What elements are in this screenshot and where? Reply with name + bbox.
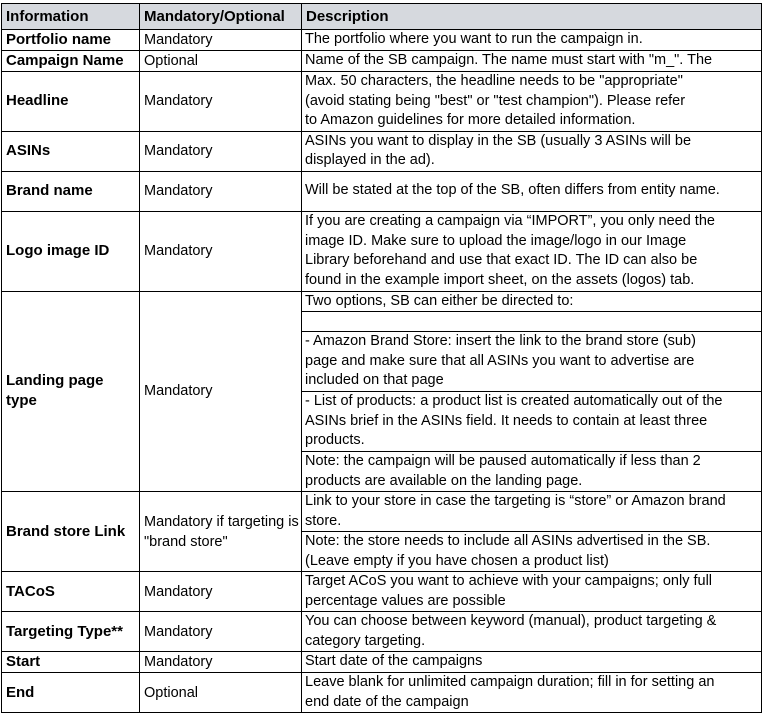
table-row [2, 291, 762, 312]
requirement-cell: Mandatory [140, 612, 302, 652]
description-line: category targeting. [305, 632, 426, 649]
description-line: You can choose between keyword (manual), product targeting & [305, 613, 717, 629]
table-row [2, 572, 762, 612]
info-cell: ASINs [2, 131, 140, 171]
table-row [2, 492, 762, 532]
description-line: included on that page [305, 372, 444, 389]
info-cell: Landing page type [2, 291, 140, 492]
description-line: found in the example import sheet, on the assets (logos) tab. [305, 271, 695, 288]
description-line: - Amazon Brand Store: insert the link to the brand store (sub) [305, 333, 696, 350]
description-line: end date of the campaign [305, 693, 469, 710]
requirement-cell: Mandatory [140, 72, 302, 132]
requirement-cell: Optional [140, 673, 302, 713]
description-cell [302, 171, 762, 211]
requirement-cell: Optional [140, 51, 302, 72]
info-cell: Logo image ID [2, 211, 140, 291]
info-cell: TACoS [2, 572, 140, 612]
description-line: Leave blank for unlimited campaign duration; fill in for setting an [305, 674, 715, 690]
description-cell-empty [302, 312, 762, 332]
description-cell [302, 492, 762, 532]
description-line: - List of products: a product list is created automatically out of the [305, 393, 723, 410]
description-line: Library beforehand and use that exact ID. The ID can also be [305, 252, 698, 268]
info-cell: Headline [2, 72, 140, 132]
description-line: products. [305, 432, 365, 449]
table-row [2, 72, 762, 132]
info-cell: Campaign Name [2, 51, 140, 72]
description-line: Will be stated at the top of the SB, often differs from entity name. [305, 182, 720, 199]
table-row [2, 673, 762, 713]
table-row [2, 131, 762, 171]
requirement-cell: Mandatory [140, 30, 302, 51]
description-cell [302, 30, 762, 51]
campaign-fields-table [1, 3, 762, 713]
header-information: Information [2, 4, 140, 30]
header-row [2, 4, 762, 30]
description-line: to Amazon guidelines for more detailed information. [305, 112, 636, 128]
description-cell [302, 131, 762, 171]
description-line: Note: the store needs to include all ASINs advertised in the SB. [305, 533, 711, 549]
requirement-cell: Mandatory [140, 211, 302, 291]
requirement-cell: Mandatory [140, 291, 302, 492]
info-cell: Portfolio name [2, 30, 140, 51]
requirement-cell: Mandatory [140, 652, 302, 673]
table-row [2, 652, 762, 673]
description-cell [302, 332, 762, 392]
description-cell [302, 72, 762, 132]
table-row [2, 30, 762, 51]
requirement-cell: Mandatory if targeting is "brand store" [140, 492, 302, 572]
description-cell [302, 291, 762, 312]
description-line: image ID. Make sure to upload the image/logo in our Image [305, 232, 687, 249]
table-row [2, 612, 762, 652]
requirement-cell: Mandatory [140, 171, 302, 211]
description-cell [302, 572, 762, 612]
description-line: If you are creating a campaign via “IMPORT”, you only need the [305, 213, 715, 229]
info-cell: Brand store Link [2, 492, 140, 572]
table-row [2, 171, 762, 211]
requirement-cell: Mandatory [140, 572, 302, 612]
description-cell [302, 211, 762, 291]
description-cell [302, 652, 762, 673]
description-line: (Leave empty if you have chosen a product list) [305, 552, 609, 569]
description-cell [302, 51, 762, 72]
description-line: Link to your store in case the targeting is “store” or Amazon brand [305, 493, 726, 509]
info-cell: Brand name [2, 171, 140, 211]
description-cell [302, 392, 762, 452]
description-line: products are available on the landing page. [305, 472, 583, 489]
description-cell [302, 532, 762, 572]
description-line: (avoid stating being "best" or "test champion"). Please refer [305, 92, 686, 109]
table-row [2, 211, 762, 291]
header-mandatory-optional: Mandatory/Optional [140, 4, 302, 30]
description-line: displayed in the ad). [305, 152, 435, 168]
description-line: Target ACoS you want to achieve with your campaigns; only full [305, 573, 713, 589]
description-line: Two options, SB can either be directed to: [305, 292, 574, 309]
table-row [2, 51, 762, 72]
description-line: page and make sure that all ASINs you want to advertise are [305, 352, 695, 369]
description-line: Name of the SB campaign. The name must start with "m_". The [305, 52, 713, 69]
description-line: percentage values are possible [305, 592, 506, 609]
info-cell: Start [2, 652, 140, 673]
requirement-cell: Mandatory [140, 131, 302, 171]
header-description: Description [302, 4, 762, 30]
description-cell [302, 673, 762, 713]
description-line: store. [305, 512, 342, 529]
description-cell [302, 452, 762, 492]
info-cell: Targeting Type** [2, 612, 140, 652]
description-line: Max. 50 characters, the headline needs to be "appropriate" [305, 73, 683, 89]
description-line: Note: the campaign will be paused automatically if less than 2 [305, 453, 701, 469]
description-line: ASINs you want to display in the SB (usually 3 ASINs will be [305, 132, 692, 149]
description-cell [302, 612, 762, 652]
description-line: ASINs brief in the ASINs field. It needs to contain at least three [305, 412, 708, 429]
info-cell: End [2, 673, 140, 713]
description-line: Start date of the campaigns [305, 653, 483, 670]
description-line: The portfolio where you want to run the campaign in. [305, 31, 643, 48]
